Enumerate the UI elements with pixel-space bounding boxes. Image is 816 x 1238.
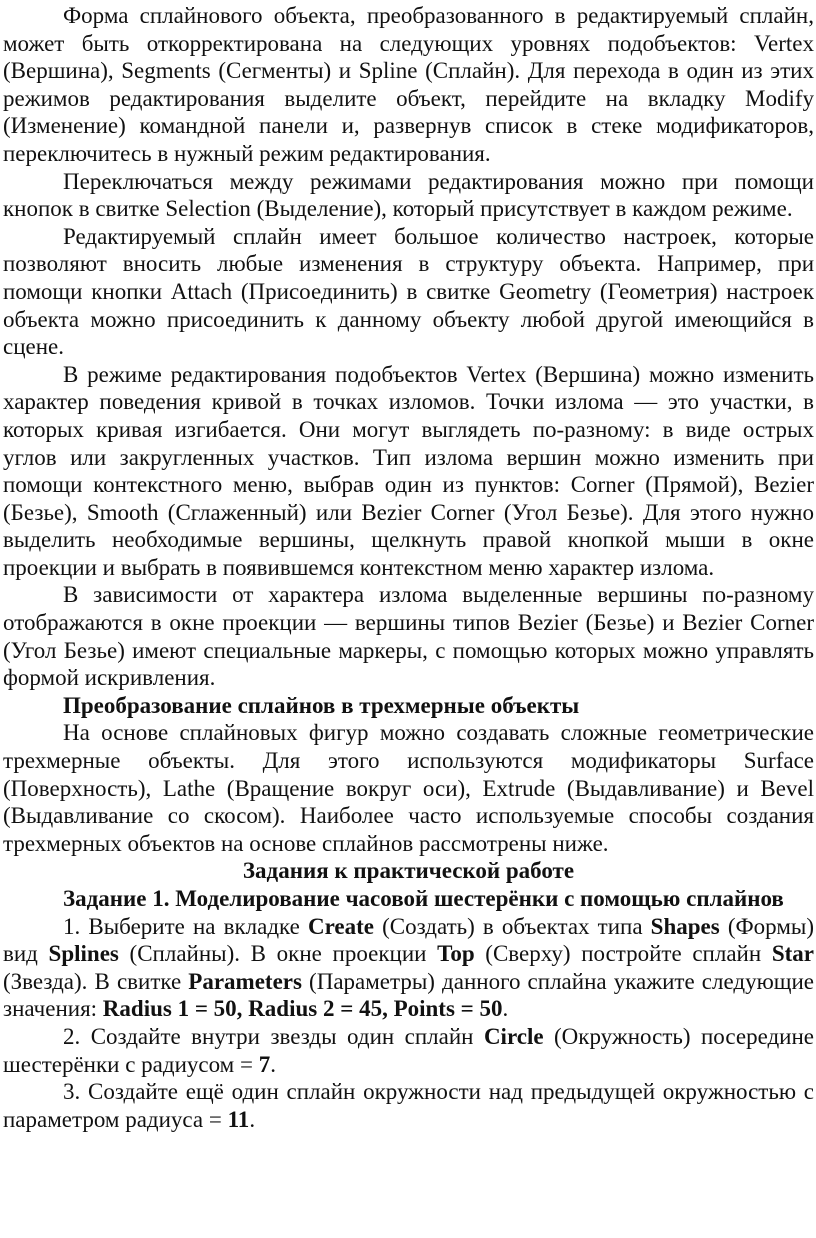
step-bold: Star [771,941,815,967]
paragraph-modifiers: На основе сплайновых фигур можно создавать сложные геометрические трехмерные объекты. Для этого используются модификаторы Surface (Поверхность), Lathe (Вращение вокруг оси), Extrude (Выдавливание) и Bevel (Выдавливание со скосом). Наиболее часто используемые способы создания трехмерных объектов на основе сплайнов рассмотрены ниже. [3,720,814,856]
step-text: . [270,1051,276,1077]
step-text: 1. Выберите на вкладке [63,913,308,939]
step-text: 2. Создайте внутри звезды один сплайн [63,1023,484,1049]
step-bold: Radius 1 = 50, Radius 2 = 45, Points = 50 [102,996,503,1022]
paragraph-spline-subobjects: Форма сплайнового объекта, преобразованного в редактируемый сплайн, может быть откорректирована на следующих уровнях подобъектов: Vertex (Вершина), Segments (Сегменты) и Spline (Сплайн). Для перехода в один из этих режимов редактирования выделите объект, перейдите на вкладку Modify (Изменение) командной панели и, развернув список в стеке модификаторов, переключитесь в нужный режим редактирования. [3,3,814,166]
task-title: Задание 1. Моделирование часовой шестерёнки с помощью сплайнов [63,886,784,911]
step-text: . [249,1106,256,1132]
step-bold: Create [307,913,374,939]
step-text: 3. Создайте ещё один сплайн окружности над предыдущей окружностью с параметром радиуса = [3,1079,814,1132]
paragraph-vertex-types: В режиме редактирования подобъектов Vertex (Вершина) можно изменить характер поведения кривой в точках изломов. Точки излома — это участки, в которых кривая изгибается. Они могут выглядеть по-разному: в виде острых углов или закругленных участков. Тип излома вершин можно изменить при помощи контекстного меню, выбрав один из пунктов: Corner (Прямой), Bezier (Безье), Smooth (Сглаженный) или Bezier Corner (Угол Безье). Для этого нужно выделить необходимые вершины, щелкнуть правой кнопкой мыши в окне проекции и выбрать в появившемся контекстном меню характер излома. [3,361,814,580]
step-bold: Parameters [188,968,302,994]
step-bold: Circle [483,1023,544,1049]
paragraph-vertex-markers: В зависимости от характера излома выделенные вершины по-разному отображаются в окне проекции — вершины типов Bezier (Безье) и Bezier Corner (Угол Безье) имеют специальные маркеры, с помощью которых можно управлять формой искривления. [3,582,814,691]
step-text: (Формы) вид [3,913,814,967]
step-text: (Параметры) данного сплайна укажите следующие значения: [3,968,814,1022]
step-bold: 7 [258,1051,271,1077]
step-text: (Сверху) постройте сплайн [474,941,772,967]
step-bold: 11 [227,1106,250,1132]
step-text: (Создать) в объектах типа [373,913,651,939]
task-step-1 [3,913,814,1023]
step-bold: Shapes [650,913,720,939]
step-bold: Top [437,941,475,967]
section-heading-tasks: Задания к практической работе [242,858,575,884]
step-text: (Сплайны). В окне проекции [118,941,438,967]
paragraph-editable-spline-settings: Редактируемый сплайн имеет большое количество настроек, которые позволяют вносить любые изменения в структуру объекта. Например, при помощи кнопки Attach (Присоединить) в свитке Geometry (Геометрия) настроек объекта можно присоединить к данному объекту любой другой имеющийся в сцене. [3,223,814,360]
step-text: (Окружность) посередине шестерёнки с радиусом = [3,1023,815,1077]
step-text: . [502,996,509,1022]
step-bold: Splines [48,941,119,967]
task-step-2 [3,1023,814,1078]
paragraph-selection-rollout: Переключаться между режимами редактирования можно при помощи кнопок в свитке Selection (Выделение), который присутствует в каждом режиме. [3,168,814,222]
step-text: (Звезда). В свитке [3,968,189,994]
section-heading-3d: Преобразование сплайнов в трехмерные объекты [63,692,580,718]
task-step-3 [3,1078,814,1133]
